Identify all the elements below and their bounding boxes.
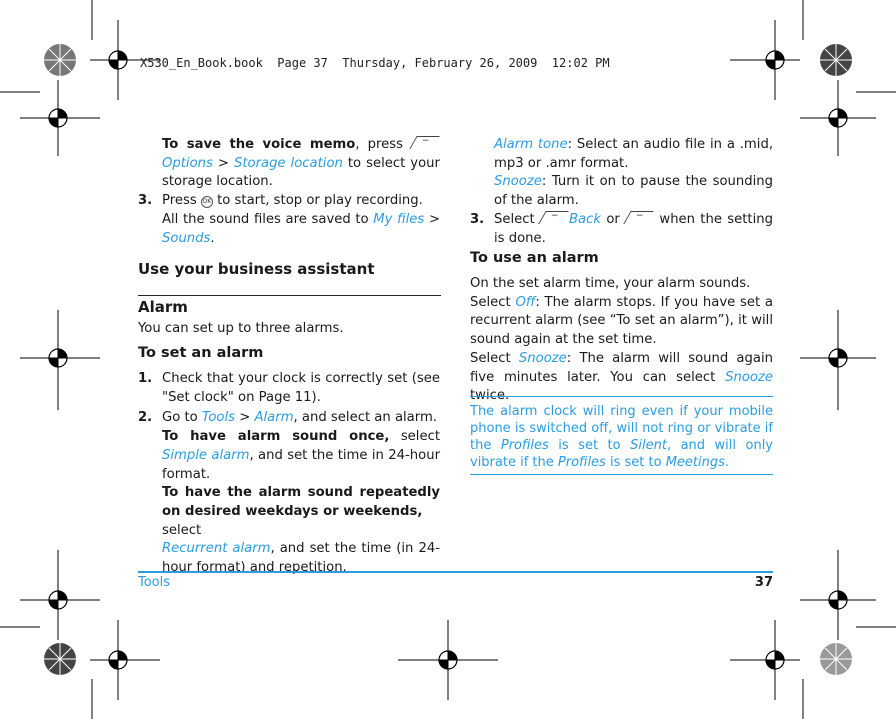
options-link[interactable]: Options xyxy=(162,155,213,171)
note-top-rule xyxy=(470,396,773,397)
footer-section: Tools xyxy=(138,575,171,590)
left-column xyxy=(138,136,441,248)
right-column: Alarm tone: Select an audio file in a .mid, mp3 or .amr format. Snooze: Turn it on to pause the sounding of the alarm. 3. Select − Back or − when the setting is done. xyxy=(494,136,773,248)
sounds-link[interactable]: Sounds xyxy=(162,230,211,246)
alarm-tone-link[interactable]: Alarm tone xyxy=(494,137,568,152)
print-header-line: X530_En_Book.book Page 37 Thursday, February 26, 2009 12:02 PM xyxy=(140,56,610,70)
set-alarm-steps xyxy=(138,370,440,578)
simple-alarm-link[interactable]: Simple alarm xyxy=(162,447,250,463)
step-1: 1. Check that your clock is correctly set (see "Set clock" on Page 11). xyxy=(138,371,440,405)
memo-save-heading: To save the voice memo xyxy=(162,137,356,152)
step-2: 2. Go to Tools > Alarm, and select an alarm. To have alarm sound once, select Simple alarm, and set the time in 24-hour format. To have the alarm sound repeatedly on desired weekdays or weekends, select Recurrent alarm, and set the time (in 24-hour format) and repetition. xyxy=(138,410,440,576)
note-box: The alarm clock will ring even if your mobile phone is switched off, will not ring or vibrate if the Profiles is set to Silent, and will only vibrate if the Profiles is set to Meetings. xyxy=(470,404,774,470)
recurrent-alarm-link[interactable]: Recurrent alarm xyxy=(162,541,271,557)
softkey-left-icon: − xyxy=(538,211,569,224)
set-alarm-title: To set an alarm xyxy=(138,345,264,361)
section-title: Use your business assistant xyxy=(138,260,375,278)
softkey-left-icon: − xyxy=(409,136,440,149)
off-link[interactable]: Off xyxy=(515,294,536,310)
storage-location-link[interactable]: Storage location xyxy=(233,155,343,171)
use-alarm-title: To use an alarm xyxy=(470,250,599,266)
softkey-right-icon: − xyxy=(623,211,654,224)
alarm-divider xyxy=(138,295,441,296)
use-alarm-body: On the set alarm time, your alarm sounds. Select Off: The alarm stops. If you have set a recurrent alarm (see “To set an alarm”), it will sound again at the set time. Select Snooze: The alarm will sound again five minutes later. You can select Snooze twice. xyxy=(470,276,773,404)
tools-link[interactable]: Tools xyxy=(201,410,236,426)
ok-key-icon: OK xyxy=(201,196,213,208)
alarm-title: Alarm xyxy=(138,298,188,316)
snooze-option-link[interactable]: Snooze xyxy=(518,350,567,366)
page-number: 37 xyxy=(754,575,773,590)
step-3-record: 3. Press OK to start, stop or play recording. All the sound files are saved to My files > Sounds. xyxy=(138,193,441,246)
snooze-link[interactable]: Snooze xyxy=(494,174,542,190)
my-files-link[interactable]: My files xyxy=(373,211,425,227)
note-bottom-rule xyxy=(470,474,773,475)
step-3-done: 3. Select − Back or − when the setting is done. xyxy=(470,210,773,246)
alarm-intro: You can set up to three alarms. xyxy=(138,321,344,336)
snooze-twice-link[interactable]: Snooze xyxy=(725,369,773,385)
footer-rule xyxy=(138,571,773,573)
alarm-link[interactable]: Alarm xyxy=(254,410,294,426)
memo-save-paragraph: To save the voice memo, press − Options > Storage location to select your storage location. xyxy=(162,136,440,190)
back-link[interactable]: Back xyxy=(568,211,602,227)
